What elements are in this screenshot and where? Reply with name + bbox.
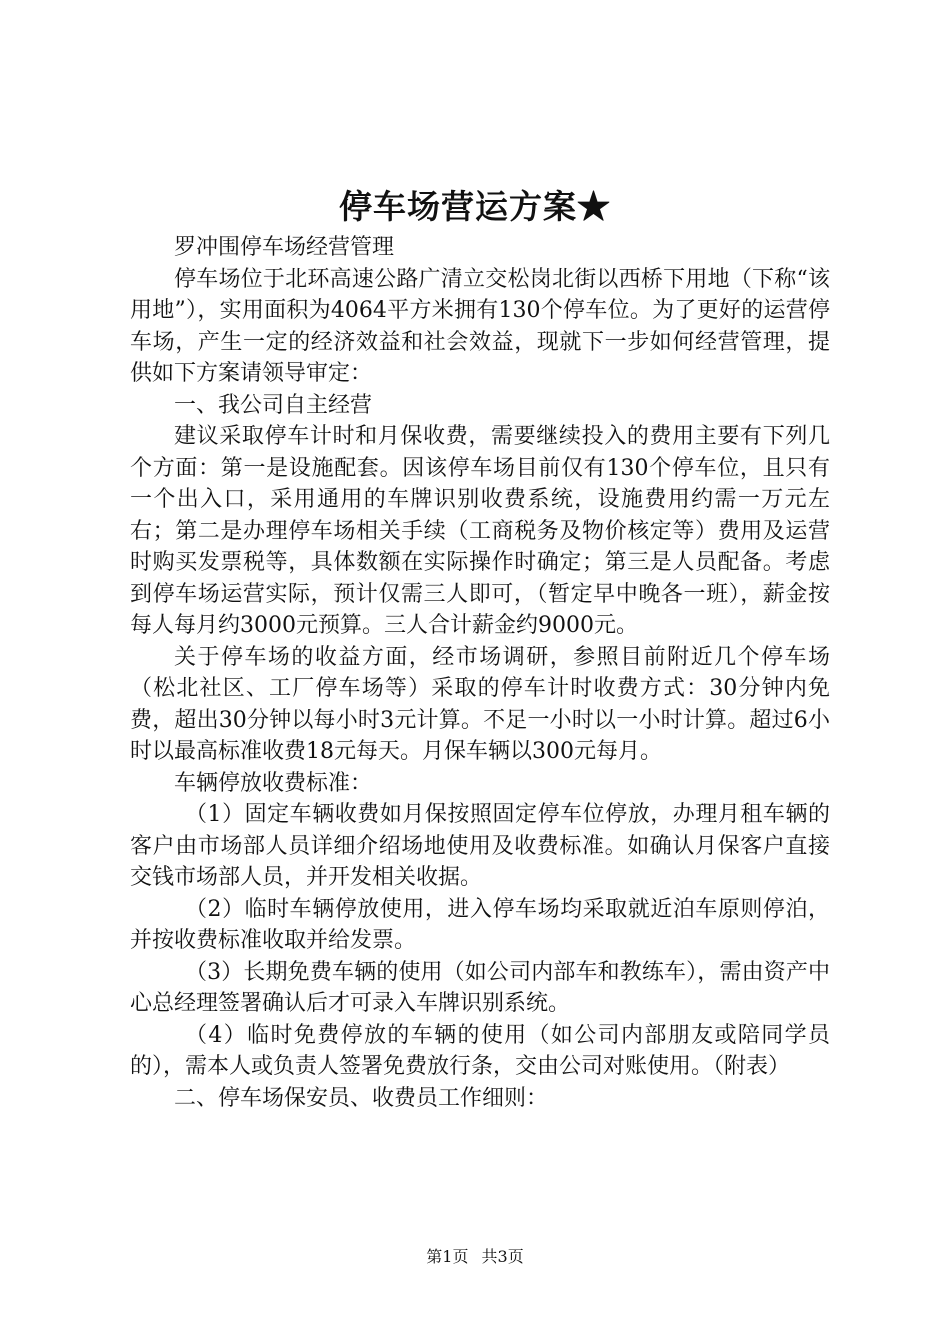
list-item-fee-4: （4）临时免费停放的车辆的使用（如公司内部朋友或陪同学员的），需本人或负责人签署免费放行条，交由公司对账使用。（附表） [130, 1022, 830, 1079]
list-item-fee-2: （2）临时车辆停放使用，进入停车场均采取就近泊车原则停泊，并按收费标准收取并给发票。 [130, 896, 830, 953]
page-footer [0, 1247, 950, 1267]
section-heading-2: 二、停车场保安员、收费员工作细则： [174, 1085, 549, 1111]
page-number: 第1页 [426, 1247, 469, 1266]
section-heading-1: 一、我公司自主经营 [174, 392, 373, 418]
paragraph-revenue: 关于停车场的收益方面，经市场调研，参照目前附近几个停车场（松北社区、工厂停车场等）采取的停车计时收费方式：30分钟内免费，超出30分钟以每小时3元计算。不足一小时以一小时计算。超过6小时以最高标准收费18元每天。月保车辆以300元每月。 [130, 644, 830, 764]
paragraph-intro: 停车场位于北环高速公路广清立交松岗北街以西桥下用地（下称“该用地”），实用面积为4064平方米拥有130个停车位。为了更好的运营停车场，产生一定的经济效益和社会效益，现就下一步如何经营管理，提供如下方案请领导审定： [130, 266, 830, 386]
paragraph-fee-standard-heading: 车辆停放收费标准： [174, 770, 373, 796]
list-item-fee-1: （1）固定车辆收费如月保按照固定停车位停放，办理月租车辆的客户由市场部人员详细介绍场地使用及收费标准。如确认月保客户直接交钱市场部人员，并开发相关收据。 [130, 802, 830, 890]
paragraph-subtitle: 罗冲围停车场经营管理 [174, 235, 395, 260]
page-title: 停车场营运方案★ [339, 187, 611, 226]
list-item-fee-3: （3）长期免费车辆的使用（如公司内部车和教练车），需由资产中心总经理签署确认后才可录入车牌识别系统。 [130, 959, 830, 1016]
paragraph-costs: 建议采取停车计时和月保收费，需要继续投入的费用主要有下列几个方面：第一是设施配套。因该停车场目前仅有130个停车位，且只有一个出入口，采用通用的车牌识别收费系统，设施费用约需一万元左右；第二是办理停车场相关手续（工商税务及物价核定等）费用及运营时购买发票税等，具体数额在实际操作时确定；第三是人员配备。考虑到停车场运营实际，预计仅需三人即可，（暂定早中晚各一班），薪金按每人每月约3000元预算。三人合计薪金约9000元。 [130, 424, 830, 638]
page-total: 共3页 [481, 1247, 524, 1266]
document-body [130, 232, 830, 1114]
